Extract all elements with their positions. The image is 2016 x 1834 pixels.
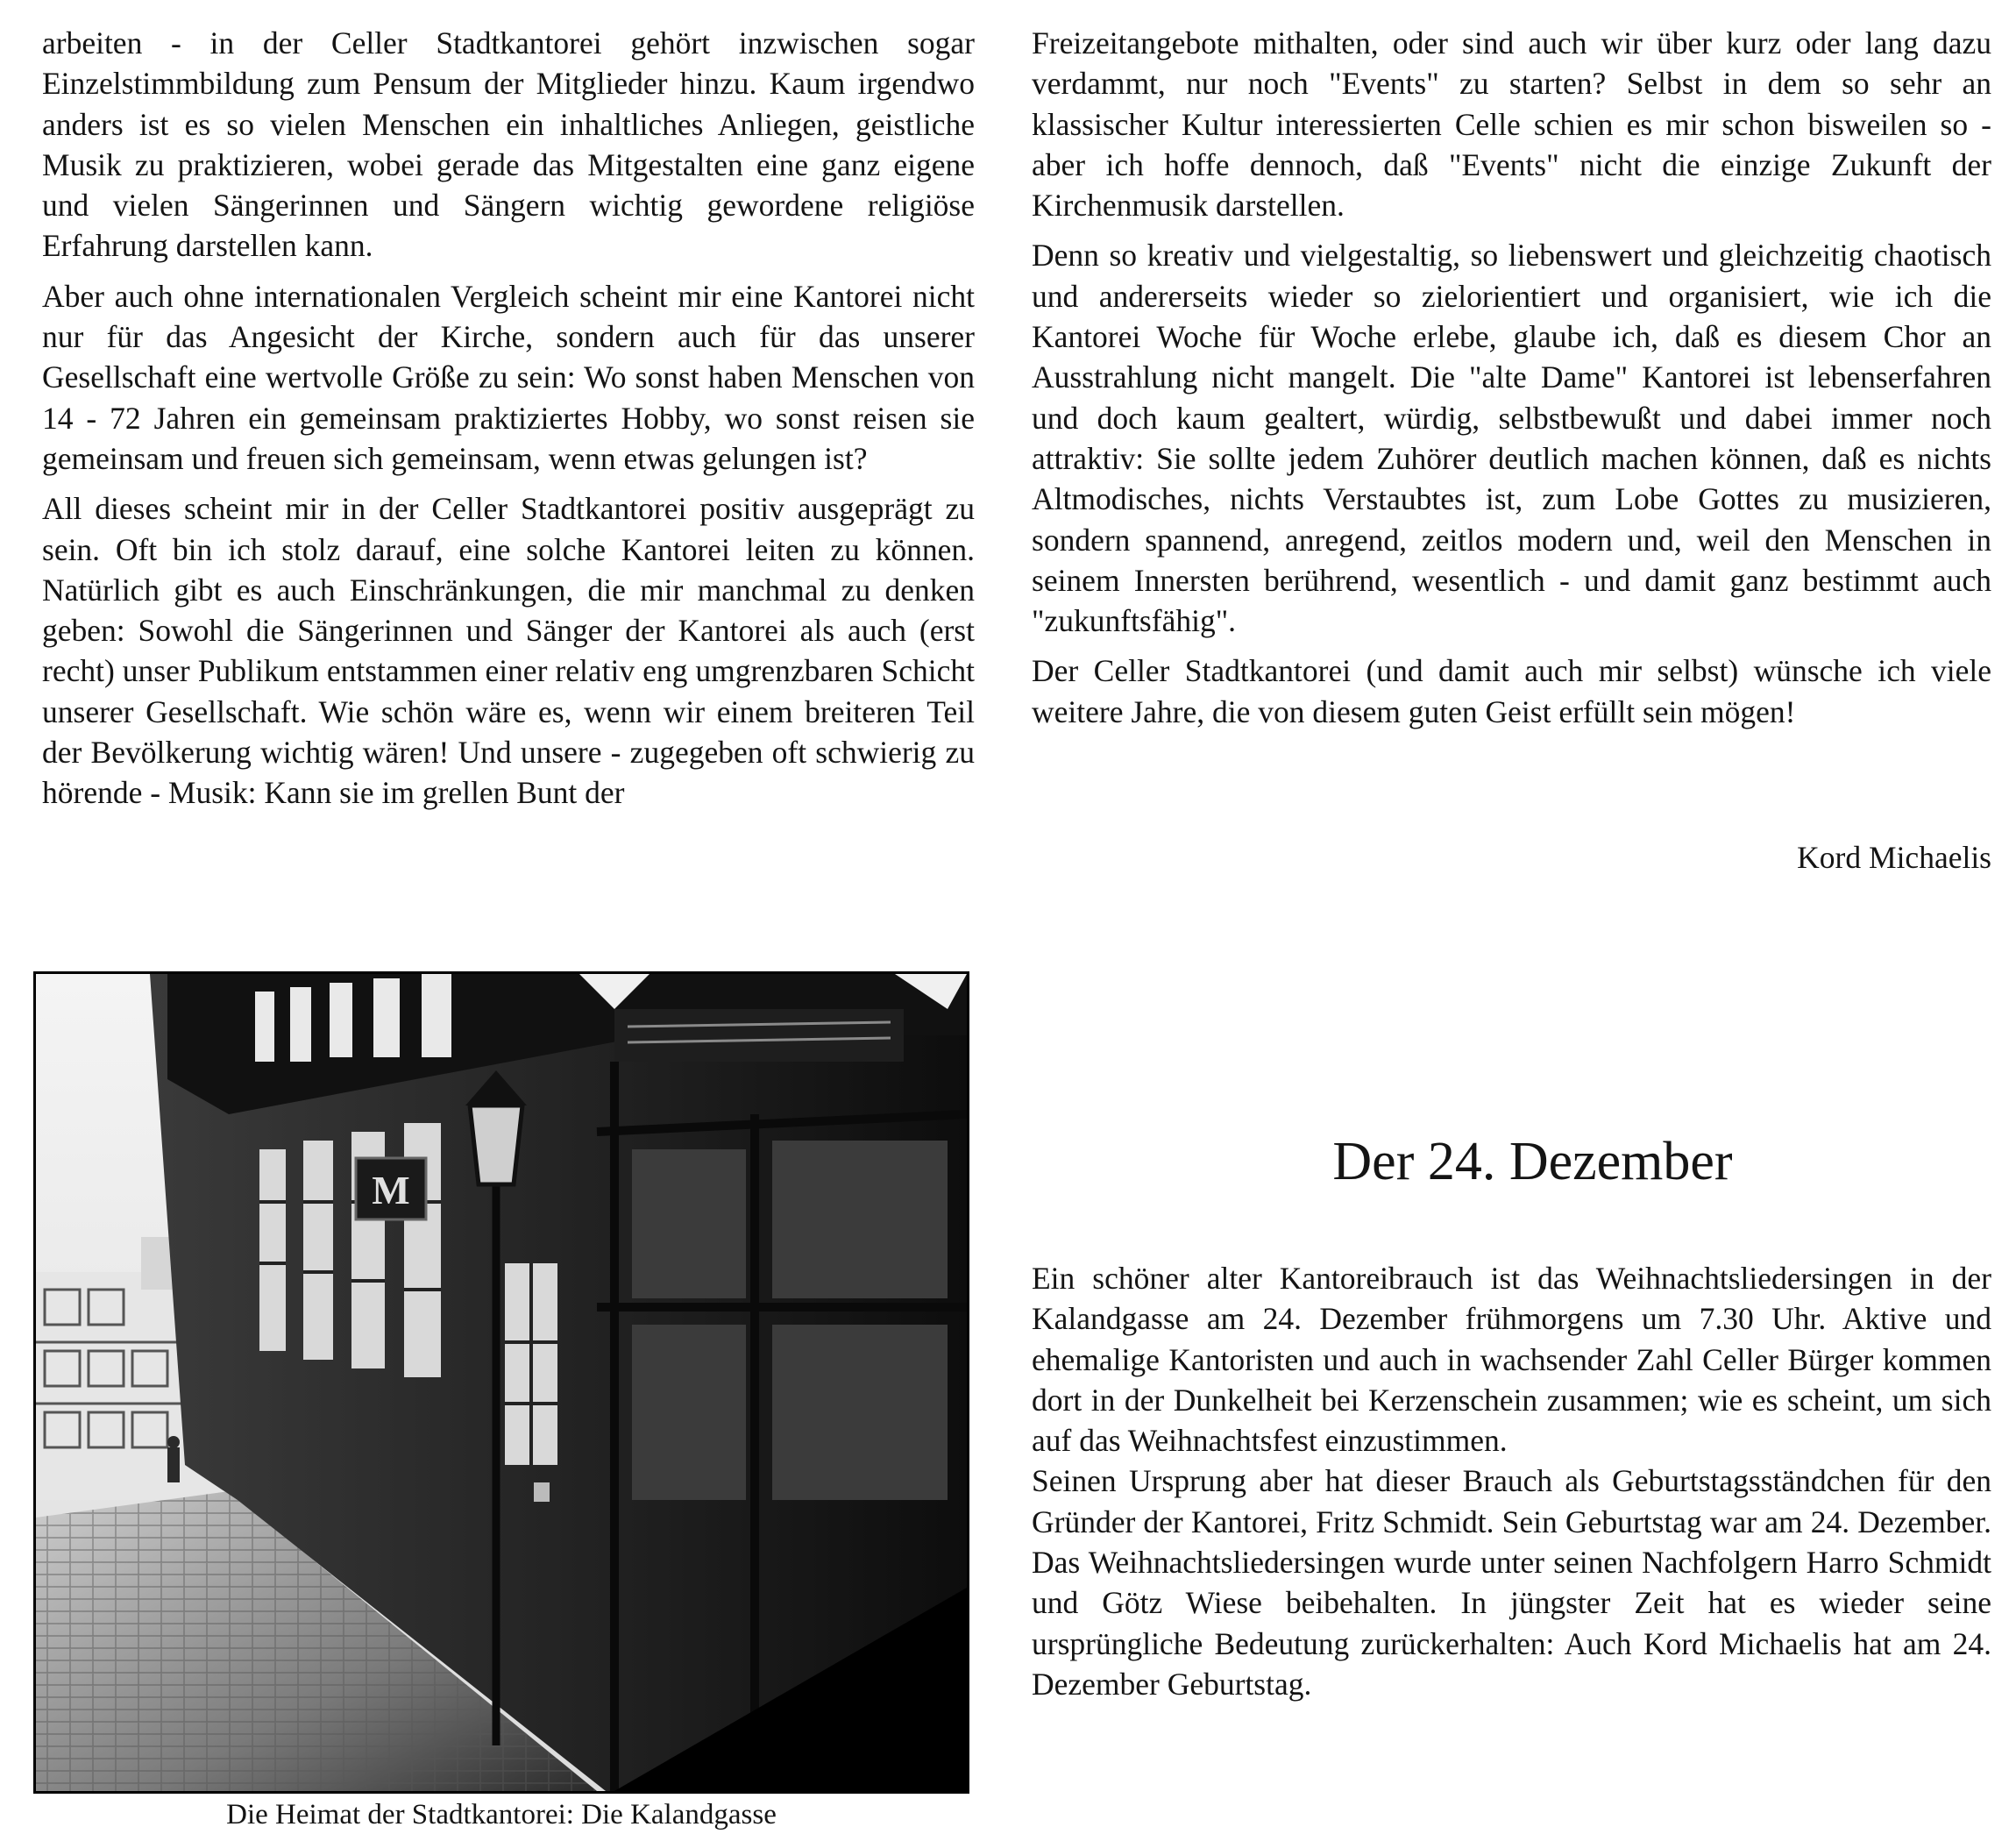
left-column	[42, 23, 975, 823]
section-paragraph-2: Seinen Ursprung aber hat dieser Brauch als Geburtstagsständchen für den Gründer der Kantorei, Fritz Schmidt. Sein Geburtstag war am 24. Dezember. Das Weihnachtsliedersingen wurde unter seinen Nachfolgern Harro Schmidt und Götz Wiese beibehalten. In jüngster Zeit hat es wieder seine ursprüngliche Bedeutung zurückerhalten: Auch Kord Michaelis hat am 24. Dezember Geburtstag.	[1032, 1463, 1991, 1702]
section-paragraph-1: Ein schöner alter Kantoreibrauch ist das Weihnachtsliedersingen in der Kalandgasse am 24. Dezember frühmorgens um 7.30 Uhr. Aktive und ehemalige Kantoristen und auch in wachsender Zahl Celler Bürger kommen dort in der Dunkelheit bei Kerzenschein zusammen; wie es scheint, um sich auf das Weihnachtsfest einzustimmen.	[1032, 1261, 1991, 1459]
photo-caption: Die Heimat der Stadtkantorei: Die Kalandgasse	[226, 1799, 777, 1830]
left-paragraph-2: Aber auch ohne internationalen Vergleich scheint mir eine Kantorei nicht nur für das Angesicht der Kirche, sondern auch für das unserer Gesellschaft eine wertvolle Größe zu sein: Wo sonst haben Menschen von 14 - 72 Jahren ein gemeinsam praktiziertes Hobby, wo sonst reisen sie gemeinsam und freuen sich gemeinsam, wenn etwas gelungen ist?	[42, 278, 975, 476]
dezember-section	[1032, 1131, 1991, 1704]
right-paragraph-1: Freizeitangebote mithalten, oder sind auch wir über kurz oder lang dazu verdammt, nur noch "Events" zu starten? Selbst in dem so sehr an klassischer Kultur interessierten Celle schien es mir schon bisweilen so - aber ich hoffe dennoch, daß "Events" nicht die einzige Zukunft der Kirchenmusik darstellen.	[1032, 25, 1991, 224]
kalandgasse-photo	[33, 971, 969, 1794]
right-paragraph-2: Denn so kreativ und vielgestaltig, so liebenswert und gleichzeitig chaotisch und andererseits wieder so zielorientiert und organisiert, wie ich die Kantorei Woche für Woche erlebe, glaube ich, daß es diesem Chor an Ausstrahlung nicht mangelt. Die "alte Dame" Kantorei ist lebenserfahren und doch kaum gealtert, würdig, selbstbewußt und dabei immer noch attraktiv: Sie sollte jedem Zuhörer deutlich machen können, daß es nichts Altmodisches, nichts Verstaubtes ist, zum Lobe Gottes zu musizieren, sondern spannend, anregend, zeitlos modern und, weil den Menschen in seinem Innersten berührend, wesentlich - und damit ganz bestimmt auch "zukunftsfähig".	[1032, 238, 1991, 639]
right-paragraph-3: Der Celler Stadtkantorei (und damit auch mir selbst) wünsche ich viele weitere Jahre, die von diesem guten Geist erfüllt sein mögen!	[1032, 653, 1991, 729]
left-paragraph-3: All dieses scheint mir in der Celler Stadtkantorei positiv ausgeprägt zu sein. Oft bin ich stolz darauf, eine solche Kantorei leiten zu können. Natürlich gibt es auch Einschränkungen, die mir manchmal zu denken geben: Sowohl die Sängerinnen und Sänger der Kantorei als auch (erst recht) unser Publikum entstammen einer relativ eng umgrenzbaren Schicht unserer Gesellschaft. Wie schön wäre es, wenn wir einem breiteren Teil der Bevölkerung wichtig wären! Und unsere - zugegeben oft schwierig zu hörende - Musik: Kann sie im grellen Bunt der	[42, 491, 975, 811]
right-column	[1032, 23, 1991, 742]
left-paragraph-1: arbeiten - in der Celler Stadtkantorei gehört inzwischen sogar Einzelstimmbildung zum Pensum der Mitglieder hinzu. Kaum irgendwo anders ist es so vielen Menschen ein inhaltliches Anliegen, geistliche Musik zu praktizieren, wobei gerade das Mitgestalten eine ganz eigene und vielen Sängerinnen und Sängern wichtig gewordene religiöse Erfahrung darstellen kann.	[42, 25, 975, 264]
author-signature: Kord Michaelis	[1797, 840, 1991, 875]
street-scene-illustration	[36, 974, 967, 1791]
section-heading: Der 24. Dezember	[1332, 1132, 1733, 1191]
shop-sign-letter: M	[372, 1168, 410, 1212]
